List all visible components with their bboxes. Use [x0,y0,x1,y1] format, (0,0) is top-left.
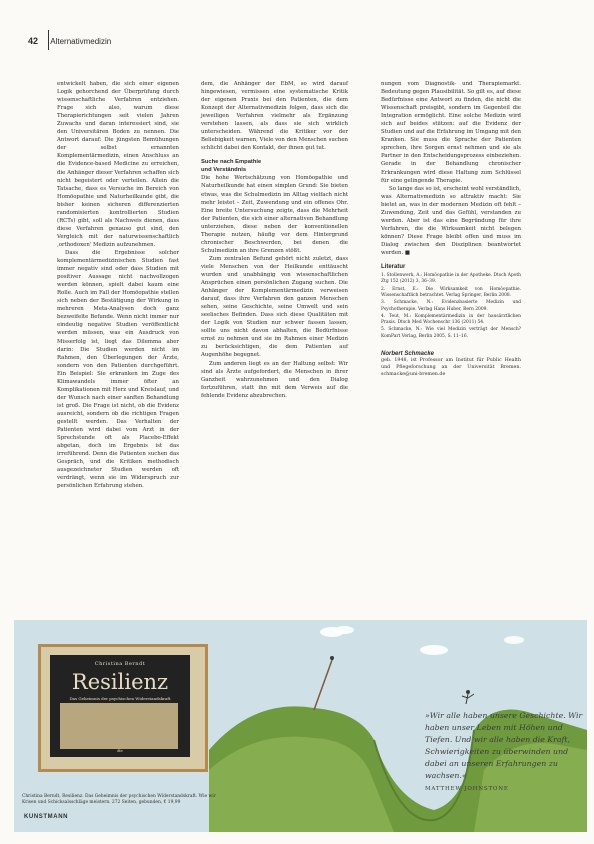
page-number: 42 [28,36,39,46]
reference-item: 1. Stollenwerk, A.: Homöopathie in der Apotheke. Dtsch Apoth Ztg 152 (2012) 3, 36–39. [381,273,521,285]
quote-author: MATTHEW JOHNSTONE [425,786,509,792]
reference-item: 3. Schmacke, N.: Evidenzbasierte Medizin und Psychotherapie. Verlag Hans Huber, Bern 2009. [381,300,521,312]
publisher-logo: KUNSTMANN [24,814,69,820]
paragraph: Die hohe Wertschätzung von Homöopathie und Naturheilkunde hat einen simplen Grund: Sie bieten etwas, was die Schulmedizin im Alltag vielfach nicht mehr leistet – Zeit, Zuwendung und ein offenes Ohr. Eine breite Untersuchung zeigte, dass die Mehrheit der Patienten, die sich einer alternativen Behandlung unterziehen, diese neben der konventionellen Therapie nutzen, häufig vor dem Hintergrund chronischer Beschwerden, bei denen die Schulmedizin an ihre Grenzen stößt. [201,175,348,254]
book-caption: Christina Berndt, Resilienz. Das Geheimnis der psychischen Widerstandskraft. Wie wir Krisen und Schicksalsschläge meistern. 272 Seiten, gebunden, € 19,99 [22,794,216,806]
column-right [381,80,521,378]
book-publisher: dtv [117,749,123,753]
reference-item: 4. Teut, M.: Komplementärmedizin in der hausärztlichen Praxis. Dtsch Med Wochenschr 136 (2011) 54. [381,313,521,326]
running-header [28,36,111,46]
quote-text: »Wir alle haben unsere Geschichte. Wir haben unser Leben mit Höhen und Tiefen. Und wir alle haben die Kraft, Schwierigkeiten zu überwinden und dabei an unseren Erfahrungen zu wachsen.« [425,711,583,780]
subheading: und Verständnis [201,167,247,174]
references-list [381,273,521,340]
paragraph: Zum anderen liegt es an der Haltung selbst: Wir sind als Ärzte aufgefordert, die Menschen in ihrer Ganzheit wahrzunehmen und den Dialog fortzuführen, statt ihn mit dem Verweis auf die fehlende Evidenz abzubrechen. [201,360,348,399]
column-middle [201,80,348,400]
book-title: Resilienz [71,670,169,694]
subheading: Suche nach Empathie [201,159,262,166]
section-title: Alternativmedizin [50,37,112,46]
references-heading: Literatur [381,264,406,271]
book-cover-illustration [60,703,178,749]
paragraph: dem, die Anhänger der EbM, so wird darauf hingewiesen, vermissen eine systematische Kritik der eigenen Praxis bei den Patienten, die dem Konzept der Alternativmedizin folgen, dass sich die jeweiligen Verfahren vielmehr als Ergänzung verstehen lassen, als dass sie sich wirklich unterscheiden. Während die Kritiker vor der Beliebigkeit warnen, Viele von den Menschen suchen schlicht dabei den Kontakt, der ihnen gut tut. [201,81,348,152]
author-bio: geb. 1948, ist Professor am Institut für Public Health und Pflegeforschung an der Universität Bremen. schmacke@uni-bremen.de [381,358,521,377]
reference-item: 5. Schmacke, N.: Wie viel Medizin verträgt der Mensch? KomPart Verlag, Berlin 2005, S. 11–16. [381,327,521,339]
book-subtitle: Das Geheimnis der psychischen Widerstandskraft [69,696,171,701]
paragraph: Zum zentralen Befund gehört nicht zuletzt, dass viele Menschen von der Heilkunde enttäuscht wurden und unabhängig von wissenschaftlichen Ansprüchen einen persönlichen Zugang suchen. Die Anhänger der Komplementärmedizin verweisen darauf, dass ihre Verfahren den ganzen Menschen sehen, seine Geschichte, seine Umwelt und sein seelisches Befinden. Dass sich diese Qualitäten mit der Logik von Studien nur schwer fassen lassen, sollte uns nicht davon abhalten, die Bedürfnisse ernst zu nehmen und sie im Rahmen einer Medizin zu berücksichtigen, die dem Patienten auf Augenhöhe begegnet. [201,255,348,359]
paragraph: nungen vom Diagnostik- und Therapiemarkt. Bedeutung gegen Plausibilität. So gilt es, auf diese Bedürfnisse eine Antwort zu finden, die nicht die Wissenschaft preisgibt, sondern im Gegenteil die Integration ermöglicht. Eine solche Medizin wird sich auf beides stützen: auf die Evidenz der Studien und auf die Erfahrung im Umgang mit den Kranken. Sie muss die Sprache der Patienten sprechen, ihre Sorgen ernst nehmen und sie als Partner in den Entscheidungsprozess einbeziehen. Gerade in der Behandlung chronischer Erkrankungen wird diese Haltung zum Schlüssel für eine gelingende Therapie. [381,81,521,184]
paragraph: Dass die Ergebnisse solcher komplementärmedizinischen Studien fast immer negativ sind oder dass Studien mit positiver Aussage nicht nachvollzogen werden können, spielt dabei kaum eine Rolle. Auch im Fall der Homöopathie stellen sich neben der Bestätigung der Wirkung in mehreren Meta-Analysen doch ganz bezweifelte Befunde. Wenn nicht immer nur eindeutig negative Studien veröffentlicht werden müssen, was ein Ausdruck von Misserfolg ist, liegt das Dilemma aber darin: Die Studien werden nicht im Rahmen, den Überlegungen der Ärzte, sondern von den Patienten durchgeführt. Ein Beispiel: Sie erkranken im Zuge des Klimawandels immer öfter an Komplikationen mit Herz und Kreislauf, und der Wunsch nach einer sanften Behandlung ist groß. Die Frage ist nicht, ob die Evidenz ausreicht, sondern ob die richtigen Fragen gestellt werden. Das Verhalten der Patienten wird dabei vom Arzt in der Sprechstunde oft als Placebo-Effekt abgetan, doch im Ergebnis ist das irreführend. Denn die Patienten suchen das Gespräch, und die Kritiken methodisch ausgezeichneter Studien werden oft verdrängt, wenn sie im Widerspruch zur persönlichen Erfahrung stehen. [57,249,179,490]
book-cover-frame [38,644,208,772]
paragraph: So lange das so ist, erscheint wohl verständlich, was Alternativmedizin so attraktiv macht: Sie bietet an, was in der modernen Medizin oft fehlt – Zuwendung, Zeit und das Gefühl, verstanden zu werden. Aber ist das eine Begründung für ihre Verfahren, die die Wirksamkeit nicht belegen können? Diese Frage bleibt offen und muss im Dialog zwischen den Disziplinen beantwortet werden. ■ [381,185,521,256]
author-name: Norbert Schmacke [381,351,435,358]
quote [425,710,583,795]
column-left [57,80,179,490]
book-author: Christina Berndt [94,661,146,667]
reference-item: 2. Ernst, E.: Die Wirksamkeit von Homöopathie. Wissenschaftlich betrachtet. Verlag Springer, Berlin 2008. [381,286,521,298]
advertisement [14,620,587,832]
book-cover [50,655,190,757]
paragraph: entwickelt haben, die sich einer eigenen Logik gehorchend der Überprüfung durch wissenschaftliche Verfahren entziehen. Frage sich also, warum diese Therapierichtungen seit vielen Jahren Zuwachs und daran interessiert sind, sie den Universitären Boden zu nennen. Die Antwort darauf: Die jüngsten Bemühungen der selbst ernannten Komplementärmedizin, einen Anschluss an die Evidence-based Medicine zu erreichen, die Anhänger dieser Verfahren schaffen sich nicht begeistert oder verteilen. Allein die Tatsache, dass es Versuche im Bereich von Homöopathie und Naturheilkunde gibt, die bisher keinen sicheren differenzierten randomisierten kontrollierten Studien (RCTs) gibt, soll als Nachweis dienen, dass diese Verfahren genauso gut sind, den Vergleich mit der naturwissenschaftlich ‚orthodoxen' Medizin aufzunehmen. [57,81,179,248]
